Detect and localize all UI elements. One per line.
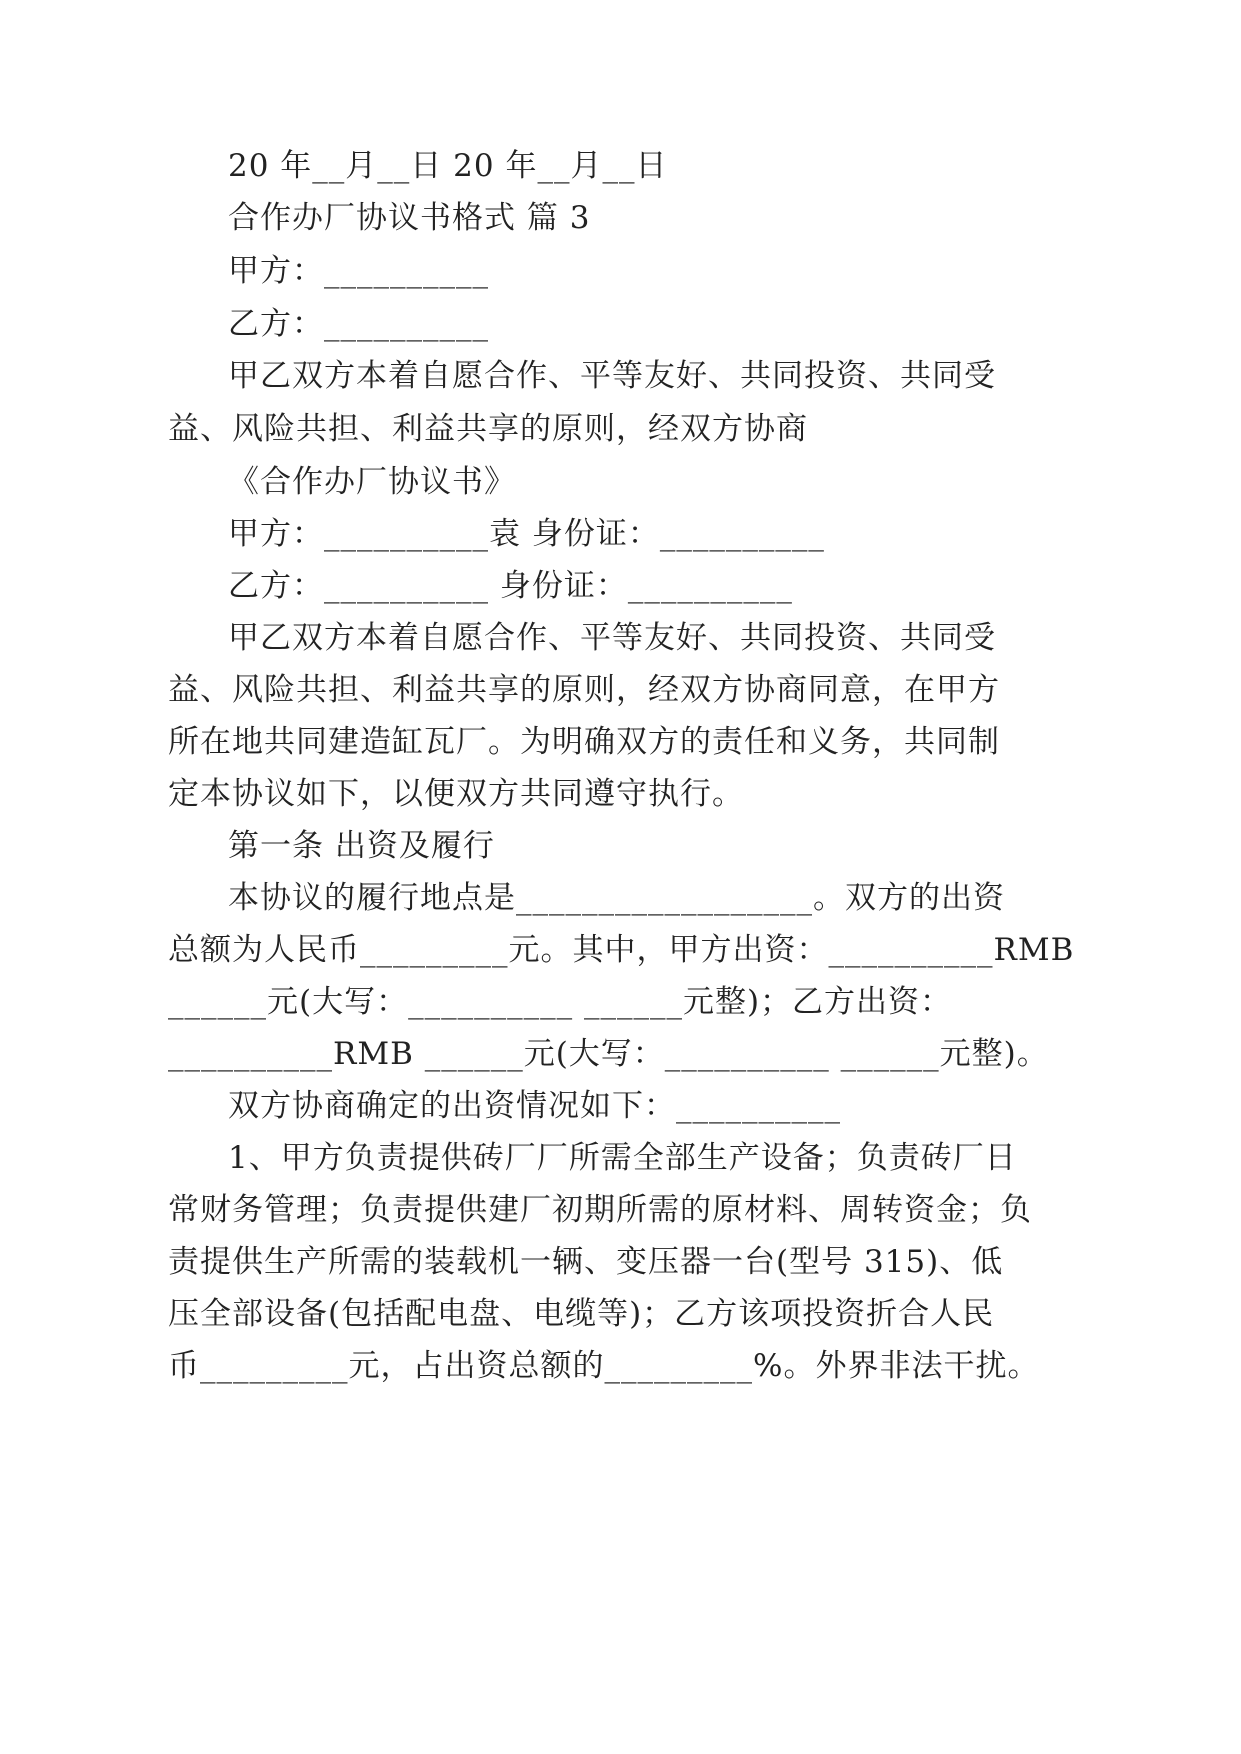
paragraph-line: 责提供生产所需的装载机一辆、变压器一台(型号 315)、低 — [168, 1244, 1004, 1280]
paragraph-line: 益、风险共担、利益共享的原则，经双方协商同意，在甲方 — [168, 672, 1000, 708]
date-line: 20 年__月__日 20 年__月__日 — [228, 148, 668, 184]
article-heading: 第一条 出资及履行 — [228, 828, 495, 864]
paragraph-line: 甲乙双方本着自愿合作、平等友好、共同投资、共同受 — [228, 358, 996, 394]
paragraph-line: 双方协商确定的出资情况如下：__________ — [228, 1088, 841, 1124]
paragraph-line: 总额为人民币_________元。其中，甲方出资：__________RMB — [168, 932, 1075, 968]
paragraph-line: 甲乙双方本着自愿合作、平等友好、共同投资、共同受 — [228, 620, 996, 656]
party-a-line: 甲方：__________ — [228, 253, 489, 289]
section-title: 合作办厂协议书格式 篇 3 — [228, 200, 591, 236]
paragraph-line: ______元(大写：__________ ______元整)；乙方出资： — [168, 984, 953, 1020]
paragraph-line: __________RMB ______元(大写：__________ ______元整)。 — [168, 1036, 1049, 1072]
paragraph-line: 所在地共同建造缸瓦厂。为明确双方的责任和义务，共同制 — [168, 724, 1000, 760]
agreement-title: 《合作办厂协议书》 — [228, 464, 516, 500]
paragraph-line: 定本协议如下，以便双方共同遵守执行。 — [168, 776, 744, 812]
paragraph-line: 常财务管理；负责提供建厂初期所需的原材料、周转资金；负 — [168, 1192, 1032, 1228]
paragraph-line: 压全部设备(包括配电盘、电缆等)；乙方该项投资折合人民 — [168, 1296, 995, 1332]
party-a-id-line: 甲方：__________袁 身份证：__________ — [228, 516, 825, 552]
party-b-line: 乙方：__________ — [228, 306, 489, 342]
paragraph-line: 1、甲方负责提供砖厂厂所需全部生产设备；负责砖厂日 — [228, 1140, 1017, 1176]
paragraph-line: 币_________元，占出资总额的_________%。外界非法干扰。 — [168, 1348, 1040, 1384]
party-b-id-line: 乙方：__________ 身份证：__________ — [228, 568, 793, 604]
paragraph-line: 益、风险共担、利益共享的原则，经双方协商 — [168, 411, 808, 447]
paragraph-line: 本协议的履行地点是__________________。双方的出资 — [228, 880, 1005, 916]
